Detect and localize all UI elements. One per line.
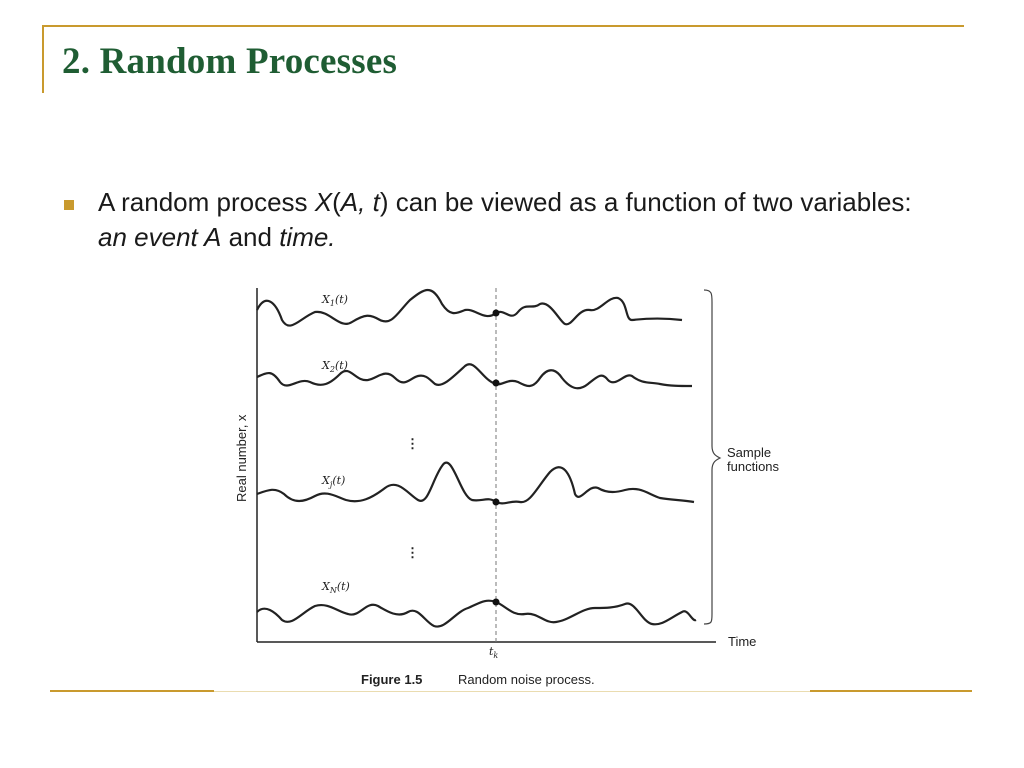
slide-frame-left-rule <box>42 25 44 93</box>
tk-point-j <box>493 499 500 506</box>
random-process-figure <box>220 282 820 672</box>
ellipsis-lower: ⋮ <box>406 545 419 560</box>
footer-rule-right <box>810 690 972 692</box>
slide-frame-top-rule <box>42 25 964 27</box>
bullet-text: A random process X(A, t) can be viewed as a function of two variables: an event A and time. <box>98 187 912 252</box>
tk-point-n <box>493 599 500 606</box>
ellipsis-upper: ⋮ <box>406 436 419 451</box>
wave-label-n: $X_N(t)$ <box>322 580 350 595</box>
wave-label-2: $X_2(t)$ <box>322 359 348 374</box>
bracket-label-line1: Sample <box>727 445 772 460</box>
bracket-label-line2: functions <box>727 459 780 474</box>
sample-wave-1 <box>257 290 682 326</box>
footer-rule-left <box>50 690 214 692</box>
caption-text: Random noise process. <box>458 672 595 687</box>
tk-point-1 <box>493 310 500 317</box>
tk-point-2 <box>493 380 500 387</box>
wave-label-1: $X_1(t)$ <box>322 293 348 308</box>
wave-label-j: $X_j(t)$ <box>322 474 346 489</box>
caption-label: Figure 1.5 <box>361 672 423 687</box>
sample-functions-bracket <box>704 290 720 624</box>
tk-label: $t_k$ <box>489 645 499 660</box>
y-axis-label: Real number, x <box>234 414 249 502</box>
slide-title: 2. Random Processes <box>62 41 398 82</box>
x-axis-label: Time <box>728 634 757 649</box>
sample-wave-n <box>257 601 696 627</box>
figure <box>220 282 820 687</box>
bullet-square-icon <box>64 200 74 210</box>
footer-rule-middle <box>214 691 810 692</box>
